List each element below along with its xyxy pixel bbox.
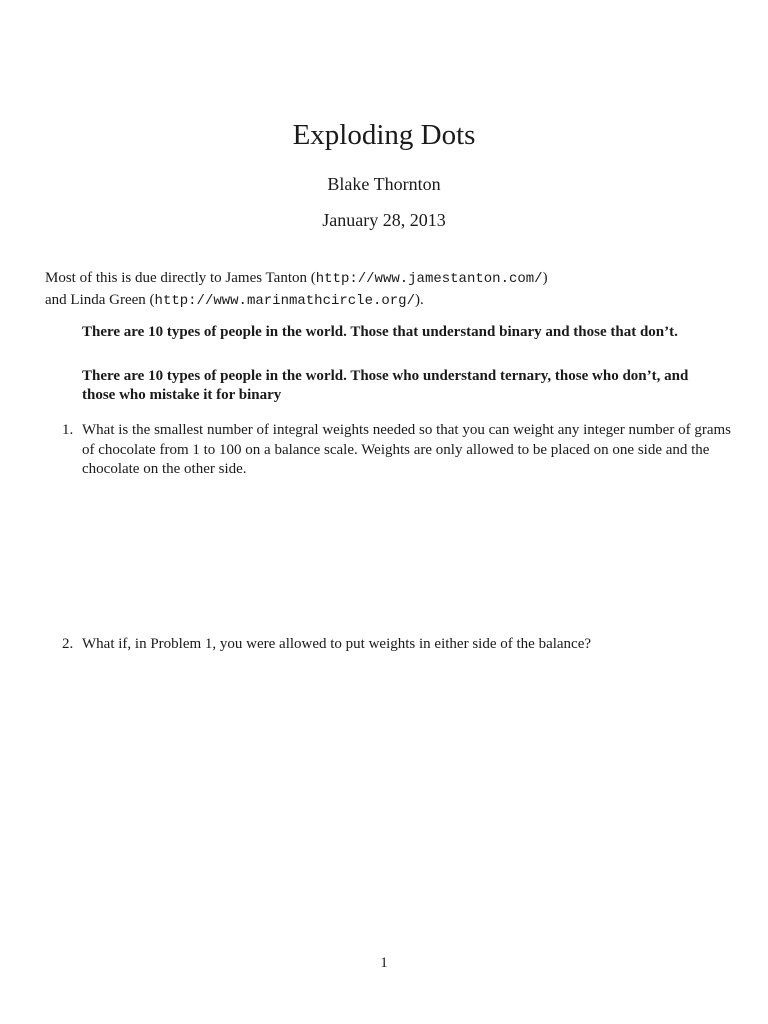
intro-text-2: and Linda Green ( (45, 292, 155, 308)
intro-text-2-end: ). (415, 292, 424, 308)
intro-line-1 (45, 268, 735, 290)
problem-text: What if, in Problem 1, you were allowed to put weights in either side of the balance? (82, 636, 592, 652)
problem-text: What is the smallest number of integral weights needed so that you can weight any integer number of grams of chocolate from 1 to 100 on a balance scale. Weights are only allowed to be placed on one side and the chocolate on the other side. (82, 422, 731, 477)
intro-text-1: Most of this is due directly to James Tanton ( (45, 270, 316, 286)
problem-number: 2. (62, 636, 74, 652)
intro-paragraph (45, 268, 735, 312)
problem-number: 1. (62, 422, 74, 438)
intro-text-1-end: ) (542, 270, 548, 286)
ternary-joke-quote: There are 10 types of people in the world. Those who understand ternary, those who don’t, and those who mistake it for binary (82, 368, 689, 403)
document-date: January 28, 2013 (322, 210, 446, 230)
binary-joke-quote: There are 10 types of people in the world. Those that understand binary and those that don’t. (82, 324, 678, 340)
page-number: 1 (380, 955, 388, 971)
marinmathcircle-link[interactable]: http://www.marinmathcircle.org/ (154, 293, 415, 309)
document-title: Exploding Dots (292, 119, 476, 151)
jamestanton-link[interactable]: http://www.jamestanton.com/ (315, 271, 543, 287)
intro-line-2 (45, 290, 735, 312)
document-author: Blake Thornton (327, 174, 441, 194)
